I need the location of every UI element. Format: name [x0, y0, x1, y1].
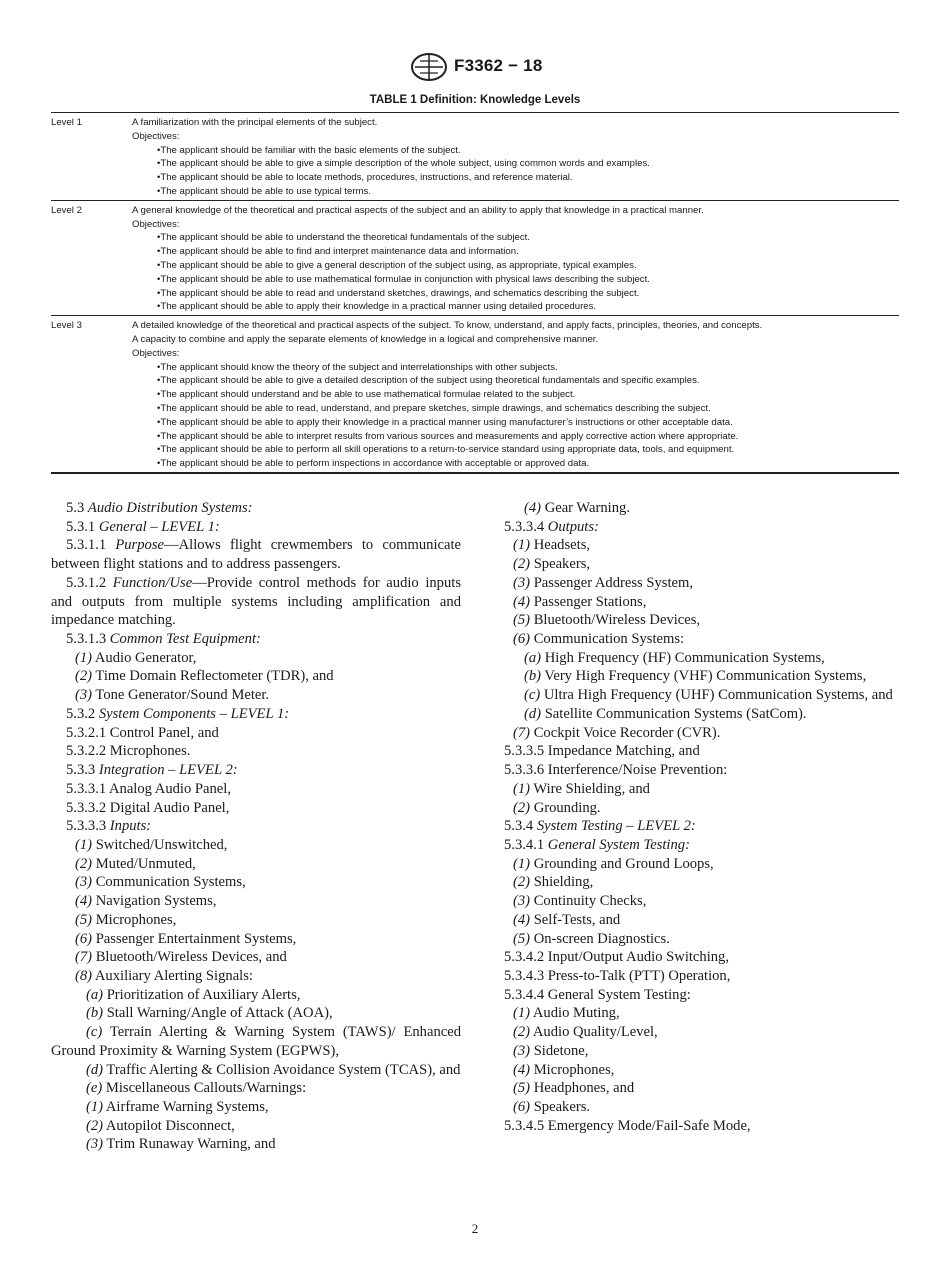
list-item — [51, 892, 461, 911]
item-text: System Testing – LEVEL 2: — [536, 818, 696, 835]
item-marker: (4) — [513, 911, 531, 928]
list-item — [51, 742, 461, 761]
objective-item: • The applicant should know the theory of the subject and interrelationships with other subjects. — [157, 361, 899, 375]
list-item — [51, 705, 461, 724]
list-item — [489, 667, 899, 686]
section-number: 5.3.1 — [66, 518, 96, 535]
objective-item: • The applicant should be able to apply their knowledge in a practical manner using detailed procedures. — [157, 300, 899, 314]
list-item — [489, 911, 899, 930]
list-item — [489, 499, 899, 518]
item-marker: (3) — [513, 1042, 531, 1059]
list-item — [489, 1042, 899, 1061]
item-marker: (a) — [524, 649, 542, 666]
item-text: Passenger Address System, — [533, 574, 693, 591]
item-marker: (6) — [75, 930, 93, 947]
list-item — [489, 1061, 899, 1080]
level-label: Level 1 — [51, 117, 82, 128]
item-marker: (c) — [86, 1024, 103, 1041]
item-marker: (7) — [513, 724, 531, 741]
item-label: Purpose — [115, 537, 164, 554]
section-number: 5.3.3.1 — [66, 780, 107, 797]
description-line: A familiarization with the principal elements of the subject. — [132, 117, 378, 128]
item-marker: (1) — [513, 1005, 531, 1022]
list-item — [489, 948, 899, 967]
section-number: 5.3.2 — [66, 705, 96, 722]
list-item — [489, 799, 899, 818]
list-item — [51, 686, 461, 705]
right-column — [489, 499, 899, 1135]
section-number: 5.3.3.2 — [66, 799, 107, 816]
objective-item: • The applicant should be able to understand the theoretical fundamentals of the subject. — [157, 231, 899, 245]
item-text: Speakers. — [533, 1099, 591, 1115]
item-text: —Provide control methods for audio inputs and outputs from multiple systems including amplification and impedance matching. — [51, 574, 461, 629]
list-item — [51, 518, 461, 537]
section-number: 5.3.4.2 — [504, 949, 545, 966]
item-text: Bluetooth/Wireless Devices, and — [95, 949, 287, 966]
section-number: 5.3.4.3 — [504, 967, 545, 984]
item-marker: (3) — [513, 574, 531, 591]
level-description — [132, 116, 899, 199]
objective-item: • The applicant should be able to apply their knowledge in a practical manner using manufacturer’s instructions or other acceptable data. — [157, 416, 899, 430]
section-number: 5.3.4.5 — [504, 1117, 545, 1134]
table-title: TABLE 1 Definition: Knowledge Levels — [369, 94, 581, 106]
item-marker: (3) — [86, 1136, 104, 1153]
section-number: 5.3.3.5 — [504, 743, 545, 760]
item-text: Tone Generator/Sound Meter. — [95, 687, 270, 704]
section-number: 5.3.4 — [504, 818, 534, 835]
list-item — [51, 930, 461, 949]
item-text: Impedance Matching, and — [547, 743, 700, 760]
item-text: Common Test Equipment: — [109, 631, 261, 648]
list-item — [489, 836, 899, 855]
item-marker: (1) — [513, 537, 531, 554]
list-item — [489, 1117, 899, 1136]
objective-item: • The applicant should be familiar with the basic elements of the subject. — [157, 144, 899, 158]
objective-item: • The applicant should be able to give a detailed description of the subject using theoretical fundamentals and specific examples. — [157, 374, 899, 388]
item-text: Communication Systems: — [533, 631, 685, 648]
item-marker: (3) — [75, 874, 93, 891]
item-text: Airframe Warning Systems, — [105, 1099, 269, 1115]
list-item — [489, 873, 899, 892]
list-item — [489, 817, 899, 836]
item-text: Speakers, — [533, 556, 591, 573]
knowledge-levels-table — [51, 112, 899, 474]
objective-item: • The applicant should be able to use typical terms. — [157, 185, 899, 199]
item-text: Audio Muting, — [532, 1005, 620, 1022]
list-item — [51, 873, 461, 892]
list-item — [51, 855, 461, 874]
item-text: Headphones, and — [533, 1080, 635, 1097]
document-number: F3362 − 18 — [454, 56, 543, 75]
section-number: 5.3.2.2 — [66, 743, 107, 760]
list-item — [51, 724, 461, 743]
item-marker: (1) — [513, 780, 531, 797]
item-text: Inputs: — [109, 818, 152, 835]
item-marker: (2) — [75, 668, 93, 685]
list-item — [489, 686, 899, 705]
item-marker: (2) — [513, 1024, 531, 1041]
item-text: General System Testing: — [547, 836, 690, 853]
item-text: Digital Audio Panel, — [109, 799, 230, 816]
objective-item: • The applicant should be able to perform inspections in accordance with acceptable or approved data. — [157, 457, 899, 471]
item-text: Cockpit Voice Recorder (CVR). — [533, 724, 721, 741]
item-text: Satellite Communication Systems (SatCom). — [544, 705, 807, 722]
left-column — [51, 499, 461, 1154]
item-text: Grounding and Ground Loops, — [533, 855, 714, 872]
item-marker: (b) — [86, 1005, 104, 1022]
item-marker: (2) — [86, 1117, 104, 1134]
list-item — [489, 536, 899, 555]
level-label: Level 2 — [51, 204, 82, 216]
objective-item: • The applicant should be able to give a general description of the subject using, as appropriate, typical examples. — [157, 259, 899, 273]
list-item — [51, 630, 461, 649]
item-text: Microphones, — [533, 1061, 615, 1078]
list-item — [489, 780, 899, 799]
objective-item: • The applicant should be able to interpret results from various sources and measurements and apply corrective action where appropriate. — [157, 430, 899, 444]
item-marker: (d) — [524, 705, 542, 722]
item-text: Grounding. — [533, 799, 601, 816]
item-marker: (2) — [513, 799, 531, 816]
section-number: 5.3.3 — [66, 762, 96, 779]
list-item — [489, 630, 899, 649]
list-item — [489, 649, 899, 668]
list-item — [489, 986, 899, 1005]
item-text: Shielding, — [533, 874, 594, 891]
item-marker: (1) — [513, 855, 531, 872]
item-marker: (2) — [513, 874, 531, 891]
list-item — [51, 1023, 461, 1060]
objective-item: • The applicant should be able to read, understand, and prepare sketches, simple drawings, and schematics describing the subject. — [157, 402, 899, 416]
item-text: Audio Quality/Level, — [532, 1024, 658, 1041]
list-item — [489, 518, 899, 537]
list-item — [489, 705, 899, 724]
page-header — [0, 50, 950, 86]
item-text: Passenger Stations, — [533, 593, 647, 610]
section-number: 5.3.1.2 — [66, 574, 107, 591]
astm-logo-icon — [409, 52, 449, 82]
list-item — [489, 724, 899, 743]
item-label: Function/Use — [112, 574, 193, 591]
table-row — [51, 200, 899, 315]
list-item — [489, 855, 899, 874]
list-item — [489, 930, 899, 949]
description-line: A capacity to combine and apply the separate elements of knowledge in a logical and comprehensive manner. — [132, 333, 599, 345]
list-item — [51, 836, 461, 855]
item-marker: (4) — [513, 1061, 531, 1078]
item-marker: (1) — [75, 649, 93, 666]
list-item — [489, 1023, 899, 1042]
item-marker: (5) — [513, 1080, 531, 1097]
list-item — [51, 948, 461, 967]
list-item — [51, 986, 461, 1005]
item-text: Input/Output Audio Switching, — [547, 949, 730, 966]
item-text: Control Panel, and — [109, 724, 219, 741]
list-item — [51, 1004, 461, 1023]
item-marker: (2) — [513, 556, 531, 573]
page-number: 2 — [471, 1221, 479, 1236]
list-item — [489, 555, 899, 574]
objective-item: • The applicant should be able to give a simple description of the whole subject, using common words and examples. — [157, 157, 899, 171]
objective-item: • The applicant should be able to locate methods, procedures, instructions, and reference material. — [157, 171, 899, 185]
description-line: A detailed knowledge of the theoretical and practical aspects of the subject. To know, understand, and apply facts, principles, theories, and concepts. — [132, 320, 763, 332]
item-text: Integration – LEVEL 2: — [98, 762, 238, 779]
item-text: Stall Warning/Angle of Attack (AOA), — [106, 1005, 333, 1022]
item-text: Analog Audio Panel, — [108, 780, 231, 797]
item-marker: (5) — [513, 930, 531, 947]
item-text: Passenger Entertainment Systems, — [95, 930, 297, 947]
item-text: Trim Runaway Warning, and — [106, 1136, 276, 1153]
item-marker: (3) — [513, 893, 531, 910]
item-text: Bluetooth/Wireless Devices, — [533, 612, 701, 629]
list-item — [489, 761, 899, 780]
item-text: Continuity Checks, — [533, 893, 647, 910]
list-item — [489, 1098, 899, 1117]
item-text: High Frequency (HF) Communication Systems, — [544, 649, 825, 666]
item-text: Miscellaneous Callouts/Warnings: — [105, 1080, 307, 1097]
item-marker: (b) — [524, 668, 542, 685]
item-text: Interference/Noise Prevention: — [547, 762, 728, 779]
level-description — [132, 204, 899, 314]
item-text: General System Testing: — [547, 986, 691, 1003]
item-text: Muted/Unmuted, — [95, 855, 196, 872]
item-marker: (4) — [524, 500, 542, 516]
item-text: On-screen Diagnostics. — [533, 930, 670, 947]
item-text: Traffic Alerting & Collision Avoidance System (TCAS), and — [106, 1061, 461, 1078]
list-item — [489, 611, 899, 630]
item-text: Microphones. — [109, 743, 191, 760]
item-text: Wire Shielding, and — [533, 780, 650, 797]
item-marker: (8) — [75, 967, 93, 984]
section-number: 5.3.3.6 — [504, 762, 545, 779]
item-text: —Allows flight crewmembers to communicate between flight stations and to address passengers. — [51, 537, 461, 573]
table-row — [51, 315, 899, 472]
item-marker: (1) — [86, 1099, 104, 1115]
item-text: Ultra High Frequency (UHF) Communication Systems, and — [543, 687, 893, 704]
item-text: Audio Generator, — [94, 649, 197, 666]
section-number: 5.3.1.1 — [66, 537, 107, 554]
list-item — [51, 911, 461, 930]
objective-item: • The applicant should be able to perform all skill operations to a return-to-service standard using appropriate data, tools, and equipment. — [157, 443, 899, 457]
item-text: Press-to-Talk (PTT) Operation, — [547, 967, 731, 984]
list-item — [489, 892, 899, 911]
objectives-list — [132, 144, 899, 199]
section-number: 5.3.3.4 — [504, 518, 545, 535]
section-number: 5.3 — [66, 500, 85, 516]
section-number: 5.3.4.1 — [504, 836, 545, 853]
item-marker: (5) — [75, 911, 93, 928]
objectives-list — [132, 231, 899, 314]
list-item — [489, 1079, 899, 1098]
item-marker: (2) — [75, 855, 93, 872]
item-marker: (6) — [513, 631, 531, 648]
item-text: Headsets, — [533, 537, 591, 554]
item-marker: (4) — [513, 593, 531, 610]
list-item — [489, 1004, 899, 1023]
list-item — [51, 649, 461, 668]
item-text: Autopilot Disconnect, — [105, 1117, 235, 1134]
list-item — [51, 574, 461, 630]
objective-item: • The applicant should be able to use mathematical formulae in conjunction with physical laws describing the subject. — [157, 273, 899, 287]
list-item — [51, 1098, 461, 1117]
list-item — [51, 780, 461, 799]
item-text: Sidetone, — [533, 1042, 589, 1059]
list-item — [489, 593, 899, 612]
item-marker: (e) — [86, 1080, 103, 1097]
table-row — [51, 113, 899, 200]
item-text: Gear Warning. — [544, 500, 630, 516]
list-item — [51, 817, 461, 836]
item-text: Auxiliary Alerting Signals: — [94, 967, 253, 984]
item-text: Audio Distribution Systems: — [87, 500, 253, 516]
item-marker: (a) — [86, 986, 104, 1003]
item-marker: (4) — [75, 893, 93, 910]
section-number: 5.3.1.3 — [66, 631, 107, 648]
item-text: Prioritization of Auxiliary Alerts, — [106, 986, 301, 1003]
item-marker: (6) — [513, 1099, 531, 1115]
list-item — [51, 536, 461, 573]
item-text: Switched/Unswitched, — [95, 836, 228, 853]
list-item — [489, 967, 899, 986]
objective-item: • The applicant should be able to find and interpret maintenance data and information. — [157, 245, 899, 259]
objective-item: • The applicant should understand and be able to use mathematical formulae related to the subject. — [157, 388, 899, 402]
item-text: Emergency Mode/Fail-Safe Mode, — [547, 1117, 751, 1134]
list-item — [51, 967, 461, 986]
item-text: Terrain Alerting & Warning System (TAWS)/ Enhanced Ground Proximity & Warning System (EGPWS), — [51, 1024, 462, 1059]
item-marker: (c) — [524, 687, 541, 704]
item-text: General – LEVEL 1: — [98, 518, 220, 535]
list-item — [51, 799, 461, 818]
description-line: A general knowledge of the theoretical and practical aspects of the subject and an ability to apply that knowledge in a practical manner. — [132, 204, 704, 216]
item-text: Outputs: — [547, 518, 599, 535]
list-item — [51, 761, 461, 780]
item-marker: (3) — [75, 687, 93, 704]
item-text: System Components – LEVEL 1: — [98, 705, 290, 722]
item-marker: (d) — [86, 1061, 104, 1078]
list-item — [51, 1079, 461, 1098]
objectives-label: Objectives: — [132, 130, 180, 142]
item-text: Time Domain Reflectometer (TDR), and — [95, 668, 334, 685]
item-text: Self-Tests, and — [533, 911, 621, 928]
objectives-label: Objectives: — [132, 218, 180, 230]
section-number: 5.3.2.1 — [66, 724, 107, 741]
objectives-list — [132, 361, 899, 471]
objective-item: • The applicant should be able to read and understand sketches, drawings, and schematics describing the subject. — [157, 287, 899, 301]
list-item — [51, 1117, 461, 1136]
list-item — [489, 574, 899, 593]
section-number: 5.3.3.3 — [66, 818, 107, 835]
item-text: Communication Systems, — [95, 874, 246, 891]
list-item — [489, 742, 899, 761]
item-text: Microphones, — [95, 911, 177, 928]
list-item — [51, 1061, 461, 1080]
item-marker: (1) — [75, 836, 93, 853]
item-marker: (7) — [75, 949, 93, 966]
level-description — [132, 319, 899, 471]
list-item — [51, 667, 461, 686]
item-marker: (5) — [513, 612, 531, 629]
objectives-label: Objectives: — [132, 347, 180, 359]
list-item — [51, 499, 461, 518]
list-item — [51, 1135, 461, 1154]
item-text: Very High Frequency (VHF) Communication Systems, — [544, 668, 867, 685]
level-label: Level 3 — [51, 320, 82, 332]
item-text: Navigation Systems, — [95, 893, 217, 910]
section-number: 5.3.4.4 — [504, 986, 545, 1003]
